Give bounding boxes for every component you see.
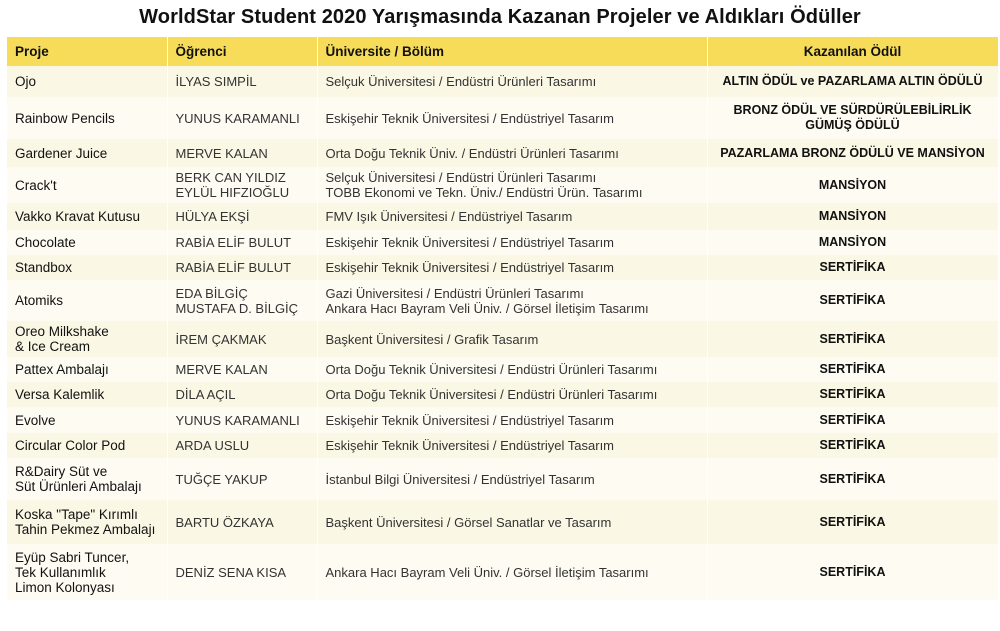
awards-table xyxy=(7,37,999,600)
student-cell-line: EYLÜL HIFZIOĞLU xyxy=(175,185,290,200)
table-body xyxy=(7,66,998,600)
project-cell-line: Chocolate xyxy=(15,235,76,250)
project-cell xyxy=(7,97,167,139)
university-cell-line: TOBB Ekonomi ve Tekn. Üniv./ Endüstri Ürün. Tasarımı xyxy=(325,185,643,200)
table-row xyxy=(7,230,998,255)
student-cell-line: ARDA USLU xyxy=(175,438,250,453)
award-cell-line: MANSİYON xyxy=(818,235,887,249)
award-cell-line: SERTİFİKA xyxy=(819,331,886,346)
award-cell xyxy=(707,500,998,544)
university-cell xyxy=(317,458,707,500)
university-cell-line: FMV Işık Üniversitesi / Endüstriyel Tasarım xyxy=(325,209,573,224)
university-cell-line: İstanbul Bilgi Üniversitesi / Endüstriyel Tasarım xyxy=(325,471,595,487)
university-cell xyxy=(317,544,707,600)
student-cell xyxy=(167,458,317,500)
project-cell-line: Tek Kullanımlık xyxy=(15,564,106,580)
student-cell-line: MUSTAFA D. BİLGİÇ xyxy=(175,300,299,316)
table-row xyxy=(7,280,998,321)
award-cell xyxy=(707,544,998,600)
table-row xyxy=(7,357,998,382)
project-cell-line: Limon Kolonyası xyxy=(15,579,115,595)
student-cell xyxy=(167,433,317,458)
project-cell-line: Standbox xyxy=(15,260,73,275)
project-cell-line: Circular Color Pod xyxy=(15,438,126,453)
award-cell xyxy=(707,66,998,97)
university-cell-line: Eskişehir Teknik Üniversitesi / Endüstriyel Tasarım xyxy=(325,438,615,453)
table-row xyxy=(7,433,998,458)
university-cell-line: Ankara Hacı Bayram Veli Üniv. / Görsel İletişim Tasarımı xyxy=(325,300,649,316)
column-header-project: Proje xyxy=(7,37,167,66)
project-cell xyxy=(7,321,167,357)
project-cell-line: Pattex Ambalajı xyxy=(15,362,109,377)
award-cell xyxy=(707,255,998,280)
award-cell-line: SERTİFİKA xyxy=(819,438,886,452)
student-cell xyxy=(167,382,317,407)
project-cell-line: Atomiks xyxy=(15,293,64,308)
award-cell-line: SERTİFİKA xyxy=(819,412,886,427)
award-cell xyxy=(707,357,998,382)
award-cell xyxy=(707,139,998,167)
university-cell-line: Eskişehir Teknik Üniversitesi / Endüstriyel Tasarım xyxy=(325,110,615,126)
award-cell xyxy=(707,407,998,433)
university-cell-line: Eskişehir Teknik Üniversitesi / Endüstriyel Tasarım xyxy=(325,235,615,250)
award-cell-line: SERTİFİKA xyxy=(819,362,886,376)
student-cell-line: İREM ÇAKMAK xyxy=(175,331,267,347)
student-cell xyxy=(167,66,317,97)
university-cell xyxy=(317,139,707,167)
student-cell-line: EDA BİLGİÇ xyxy=(175,285,248,301)
student-cell xyxy=(167,255,317,280)
student-cell xyxy=(167,357,317,382)
award-cell-line: SERTİFİKA xyxy=(819,564,886,579)
student-cell-line: YUNUS KARAMANLI xyxy=(175,412,300,428)
student-cell-line: HÜLYA EKŞİ xyxy=(175,209,250,224)
table-row xyxy=(7,544,998,600)
university-cell-line: Gazi Üniversitesi / Endüstri Ürünleri Tasarımı xyxy=(325,285,584,301)
project-cell-line: Eyüp Sabri Tuncer, xyxy=(15,549,130,565)
table-row xyxy=(7,321,998,357)
award-cell xyxy=(707,280,998,321)
student-cell xyxy=(167,280,317,321)
award-cell xyxy=(707,167,998,203)
project-cell-line: Koska "Tape" Kırımlı xyxy=(15,507,138,522)
award-cell-line: SERTİFİKA xyxy=(819,514,886,529)
project-cell-line: Crack't xyxy=(15,177,57,193)
award-cell-line: SERTİFİKA xyxy=(819,293,886,307)
student-cell xyxy=(167,203,317,230)
project-cell xyxy=(7,66,167,97)
table-row xyxy=(7,139,998,167)
student-cell xyxy=(167,139,317,167)
project-cell xyxy=(7,407,167,433)
project-cell-line: & Ice Cream xyxy=(15,339,91,354)
university-cell xyxy=(317,167,707,203)
award-cell xyxy=(707,321,998,357)
table-row xyxy=(7,66,998,97)
project-cell-line: Oreo Milkshake xyxy=(15,324,109,339)
award-cell xyxy=(707,433,998,458)
award-cell xyxy=(707,382,998,407)
award-cell-line: MANSİYON xyxy=(818,209,887,223)
column-header-university: Üniversite / Bölüm xyxy=(317,37,707,66)
student-cell xyxy=(167,500,317,544)
student-cell-line: BERK CAN YILDIZ xyxy=(175,170,286,185)
university-cell-line: Eskişehir Teknik Üniversitesi / Endüstriyel Tasarım xyxy=(325,412,615,428)
university-cell xyxy=(317,203,707,230)
project-cell-line: Ojo xyxy=(15,74,37,89)
student-cell-line: DENİZ SENA KISA xyxy=(175,564,287,580)
student-cell-line: MERVE KALAN xyxy=(175,362,268,377)
university-cell xyxy=(317,66,707,97)
student-cell xyxy=(167,407,317,433)
award-cell-line: PAZARLAMA BRONZ ÖDÜLÜ VE MANSİYON xyxy=(720,145,985,160)
student-cell-line: TUĞÇE YAKUP xyxy=(175,471,268,487)
project-cell xyxy=(7,458,167,500)
student-cell-line: MERVE KALAN xyxy=(175,145,268,161)
award-cell-line: GÜMÜŞ ÖDÜLÜ xyxy=(805,118,900,132)
table-row xyxy=(7,458,998,500)
university-cell xyxy=(317,407,707,433)
university-cell-line: Selçuk Üniversitesi / Endüstri Ürünleri Tasarımı xyxy=(325,170,597,185)
university-cell-line: Eskişehir Teknik Üniversitesi / Endüstriyel Tasarım xyxy=(325,260,615,275)
university-cell xyxy=(317,357,707,382)
project-cell-line: Versa Kalemlik xyxy=(15,387,105,402)
table-header-row xyxy=(7,37,998,66)
award-cell-line: SERTİFİKA xyxy=(819,387,886,401)
table-row xyxy=(7,97,998,139)
student-cell xyxy=(167,97,317,139)
table-row xyxy=(7,407,998,433)
student-cell-line: İLYAS SIMPİL xyxy=(175,74,257,89)
award-cell xyxy=(707,230,998,255)
page-title: WorldStar Student 2020 Yarışmasında Kazanan Projeler ve Aldıkları Ödüller xyxy=(139,6,861,28)
university-cell-line: Orta Doğu Teknik Üniversitesi / Endüstri Ürünleri Tasarımı xyxy=(325,387,658,402)
project-cell-line: Vakko Kravat Kutusu xyxy=(15,209,141,224)
project-cell xyxy=(7,203,167,230)
award-cell xyxy=(707,203,998,230)
table-row xyxy=(7,500,998,544)
award-cell-line: SERTİFİKA xyxy=(819,260,886,274)
university-cell-line: Başkent Üniversitesi / Görsel Sanatlar ve Tasarım xyxy=(325,514,612,530)
table-row xyxy=(7,167,998,203)
table-row xyxy=(7,203,998,230)
student-cell-line: RABİA ELİF BULUT xyxy=(175,235,292,250)
university-cell-line: Orta Doğu Teknik Üniv. / Endüstri Ürünleri Tasarımı xyxy=(325,145,619,161)
student-cell xyxy=(167,544,317,600)
student-cell-line: YUNUS KARAMANLI xyxy=(175,110,300,126)
project-cell-line: R&Dairy Süt ve xyxy=(15,464,108,479)
project-cell-line: Tahin Pekmez Ambalajı xyxy=(15,522,156,537)
project-cell xyxy=(7,544,167,600)
student-cell xyxy=(167,167,317,203)
university-cell-line: Ankara Hacı Bayram Veli Üniv. / Görsel İletişim Tasarımı xyxy=(325,564,649,580)
university-cell xyxy=(317,255,707,280)
award-cell xyxy=(707,97,998,139)
award-cell-line: BRONZ ÖDÜL VE SÜRDÜRÜLEBİLİRLİK xyxy=(733,103,972,117)
student-cell-line: DİLA AÇIL xyxy=(175,387,236,402)
table-row xyxy=(7,255,998,280)
student-cell xyxy=(167,321,317,357)
award-cell-line: SERTİFİKA xyxy=(819,471,886,486)
university-cell-line: Orta Doğu Teknik Üniversitesi / Endüstri Ürünleri Tasarımı xyxy=(325,362,658,377)
university-cell xyxy=(317,280,707,321)
table-row xyxy=(7,382,998,407)
university-cell xyxy=(317,382,707,407)
project-cell xyxy=(7,433,167,458)
university-cell xyxy=(317,230,707,255)
university-cell-line: Başkent Üniversitesi / Grafik Tasarım xyxy=(325,331,539,347)
project-cell-line: Gardener Juice xyxy=(15,145,108,161)
project-cell xyxy=(7,230,167,255)
column-header-award: Kazanılan Ödül xyxy=(707,37,998,66)
student-cell-line: RABİA ELİF BULUT xyxy=(175,260,292,275)
project-cell xyxy=(7,255,167,280)
student-cell-line: BARTU ÖZKAYA xyxy=(175,514,274,530)
university-cell xyxy=(317,97,707,139)
project-cell xyxy=(7,280,167,321)
column-header-student: Öğrenci xyxy=(167,37,317,66)
award-cell-line: MANSİYON xyxy=(818,177,887,192)
project-cell-line: Süt Ürünleri Ambalajı xyxy=(15,479,142,494)
project-cell-line: Rainbow Pencils xyxy=(15,110,115,126)
university-cell-line: Selçuk Üniversitesi / Endüstri Ürünleri Tasarımı xyxy=(325,74,597,89)
university-cell xyxy=(317,321,707,357)
student-cell xyxy=(167,230,317,255)
award-cell xyxy=(707,458,998,500)
award-cell-line: ALTIN ÖDÜL ve PAZARLAMA ALTIN ÖDÜLÜ xyxy=(722,74,983,88)
project-cell xyxy=(7,382,167,407)
project-cell xyxy=(7,500,167,544)
university-cell xyxy=(317,500,707,544)
project-cell xyxy=(7,167,167,203)
university-cell xyxy=(317,433,707,458)
project-cell xyxy=(7,357,167,382)
project-cell-line: Evolve xyxy=(15,412,56,428)
project-cell xyxy=(7,139,167,167)
